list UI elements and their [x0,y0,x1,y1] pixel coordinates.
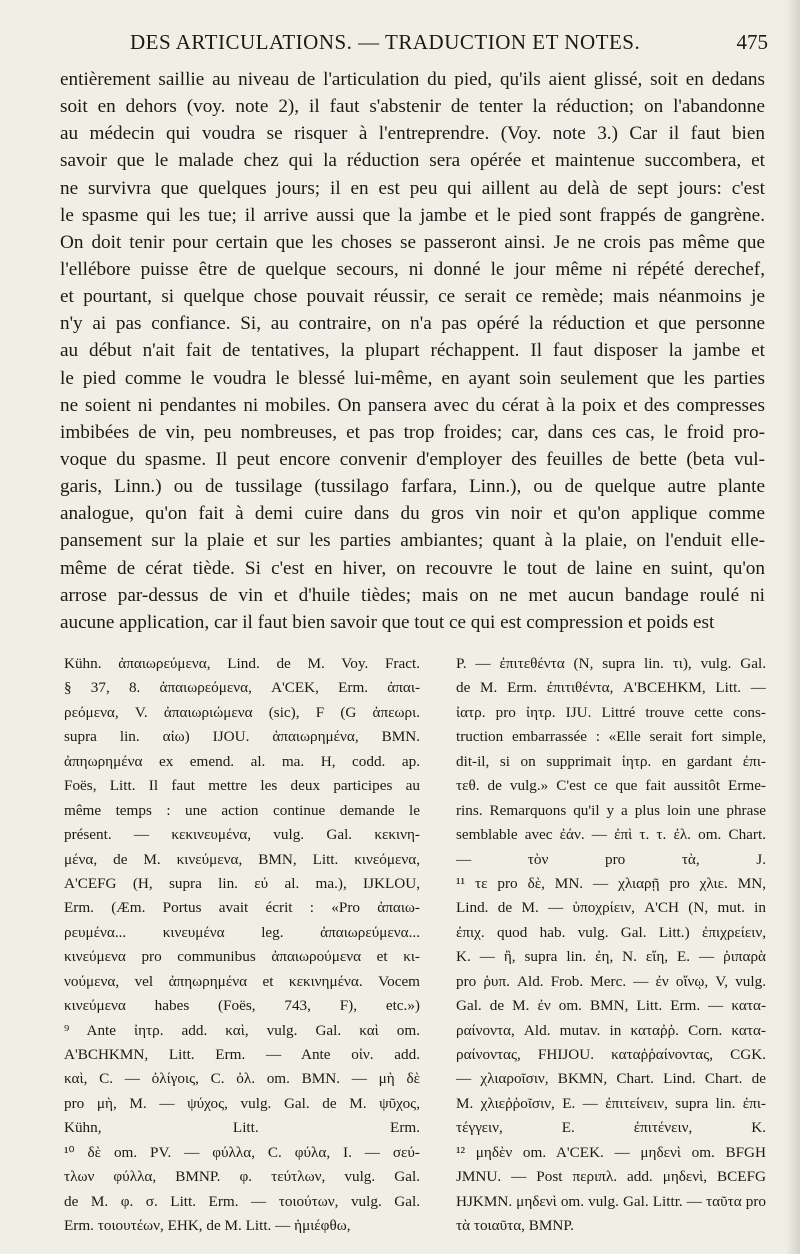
footnote-line: semblable avec ἐάν. — ἐπὶ τ. τ. ἐλ. om. Chart. [456,826,766,844]
text-line: soit en dehors (voy. note 2), il faut s'abstenir de tenter la réduction; on l'abandonne [60,96,765,118]
text-line: même de cérat tiède. Si c'est en hiver, on recouvre le tout de laine en suint, qu'on [60,557,765,579]
footnote-line: κινεύμενα pro communibus ἀπαιωρούμενα et κι- [64,948,420,966]
footnote-line: μένα, de M. κινεύμενα, BMN, Litt. κινεόμενα, [64,850,420,868]
text-line: et pourtant, si quelque chose pouvait réussir, ce serait ce remède; mais néanmoins je [60,286,765,308]
footnote-line: Lind. de M. — ὑποχρίειν, A'CH (N, mut. in [456,899,766,917]
footnote-line: τὰ τοιαῦτα, BMNP. [456,1217,574,1235]
footnote-line: de M. φ. σ. Litt. Erm. — τοιούτων, vulg. Gal. [64,1192,420,1210]
running-title: DES ARTICULATIONS. — TRADUCTION ET NOTES. [130,30,641,54]
footnote-line: pro ῥυπ. Ald. Frob. Merc. — ἐν οἴνῳ, V, vulg. [456,972,766,990]
footnote-line: τέγγειν, E. ἐπιτένειν, K. [456,1119,766,1137]
footnote-line: Kühn, Litt. Erm. [64,1119,420,1137]
footnote-line: ἐπιχ. quod hab. vulg. Gal. Litt.) ἐπιχρείειν, [456,923,766,941]
footnote-line: — χλιαροῖσιν, BKMN, Chart. Lind. Chart. de [456,1070,766,1088]
footnote-line: ραίνοντα, Ald. mutav. in καταῤῥ. Corn. κατα- [456,1021,766,1039]
text-line: analogue, qu'on fait à demi cuire dans du gros vin noir et qu'on applique comme [60,503,765,525]
footnote-line: καὶ, C. — ὀλίγοις, C. ὀλ. om. BMN. — μὴ δὲ [64,1070,420,1088]
page-edge-shadow [786,0,800,1254]
running-header [0,30,800,58]
footnote-line: ¹⁰ δὲ om. PV. — φύλλα, C. φύλα, I. — σεύ- [64,1143,420,1161]
footnote-line: supra lin. αἰω) IJOU. ἀπαιωρημένα, BMN. [64,728,420,746]
footnote-line: ρεόμενα, V. ἀπαιωριώμενα (sic), F (G ἀπεωρι. [64,703,420,721]
text-line: garis, Linn.) ou de tussilage (tussilago farfara, Linn.), ou de quelque autre plante [60,476,765,498]
footnote-line: ἀπηωρημένα ex emend. al. ma. H, codd. ap. [64,752,420,770]
text-line: le spasme qui les tue; il arrive aussi que la jambe et le pied sont frappés de gangrène. [60,204,765,226]
text-line: au médecin qui voudra se risquer à l'entreprendre. (Voy. note 3.) Car il faut bien [60,123,765,145]
footnote-line: ¹² μηδὲν om. A'CEK. — μηδενὶ om. BFGH [456,1143,766,1161]
main-text-block [60,66,765,636]
footnote-line: τλων φύλλα, BMNP. φ. τεύτλων, vulg. Gal. [64,1168,420,1186]
text-line: ne soient ni pendantes ni mobiles. On pansera avec du cérat à la poix et des compresses [60,394,765,416]
footnote-line: ¹¹ τε pro δὲ, MN. — χλιαρῇ pro χλιε. MN, [456,874,766,892]
footnote-line: dit-il, si on supprimait ἰητρ. en gardant ἐπι- [456,752,766,770]
footnote-line: même temps : une action continue demande le [64,801,420,819]
footnote-line: rins. Remarquons qu'il y a plus loin une phrase [456,801,766,819]
footnote-line: ἰατρ. pro ἰητρ. IJU. Littré trouve cette cons- [456,703,766,721]
text-line: imbibées de vin, peu nombreuses, et pas trop froides; car, dans ces cas, le froid pro- [60,421,765,443]
text-line: pansement sur la plaie et sur les parties ambiantes; quant à la plaie, on l'enduit elle- [60,530,765,552]
footnote-line: présent. — κεκινευμένα, vulg. Gal. κεκινη- [64,826,420,844]
text-line: le pied comme le voudra le blessé lui-même, en ayant soin seulement que les parties [60,367,765,389]
footnotes-right-column [456,652,766,1239]
footnote-line: τεθ. de vulg.» C'est ce que fait aussitôt Erme- [456,777,766,795]
footnotes-left-column [64,652,420,1239]
text-line: l'ellébore puisse être de quelque secours, ni donné le jour même ni répété derechef, [60,258,765,280]
footnote-line: de M. Erm. ἐπιτιθέντα, A'BCEHKM, Litt. — [456,679,766,697]
footnote-line: M. χλιεῤῥοῖσιν, E. — ἐπιτείνειν, supra lin. ἐπι- [456,1094,766,1112]
text-line: entièrement saillie au niveau de l'articulation du pied, qu'ils aient glissé, soit en dedans [60,69,765,90]
footnote-line: ⁹ Ante ἰητρ. add. καὶ, vulg. Gal. καὶ om. [64,1021,420,1039]
footnote-line: Kühn. ἀπαιωρεύμενα, Lind. de M. Voy. Fract. [64,655,420,672]
text-line: ne survivra que quelques jours; il en est peu qui aillent au delà de sept jours: c'est [60,177,765,199]
footnote-line: A'CEFG (H, supra lin. εύ al. ma.), IJKLOU, [64,874,420,892]
footnote-line: truction embarrassée : «Elle serait fort simple, [456,728,766,746]
footnote-line: § 37, 8. ἀπαιωρεόμενα, A'CEK, Erm. ἀπαι- [64,679,420,697]
footnote-line: P. — ἐπιτεθέντα (N, supra lin. τι), vulg. Gal. [456,655,766,672]
page-number: 475 [736,30,768,54]
footnote-line: κινεύμενα habes (Foës, 743, F), etc.») [64,997,420,1015]
footnote-line: — τὸν pro τὰ, J. [456,850,766,868]
footnote-line: JMNU. — Post περιπλ. add. μηδενὶ, BCEFG [456,1168,766,1186]
footnote-line: Erm. (Æm. Portus avait écrit : «Pro ἀπαιω- [64,899,420,917]
footnote-line: Gal. de M. ἐν om. BMN, Litt. Erm. — κατα- [456,997,766,1015]
text-line: aucune application, car il faut bien savoir que tout ce qui est compression et poids est [60,611,715,633]
footnote-line: Erm. τοιουτέων, EHK, de M. Litt. — ἡμιέφθω, [64,1217,351,1235]
text-line: n'y ai pas confiance. Si, au contraire, on n'a pas opéré la réduction et que personne [60,313,765,335]
text-line: arrose par-dessus de vin et d'huile tièdes; mais on ne met aucun bandage roulé ni [60,584,765,606]
text-line: savoir que le malade chez qui la réduction sera opérée et maintenue succombera, et [60,150,765,172]
footnote-line: ραίνοντας, FHIJOU. καταῤῥαίνοντας, CGK. [456,1046,766,1063]
text-line: voque du spasme. Il peut encore convenir d'employer des feuilles de bette (beta vul- [60,448,765,470]
footnote-line: ρευμένα... κινευμένα leg. ἀπαιωρεύμενα... [64,923,420,941]
footnote-line: K. — ἢ, supra lin. ἐη, N. εἴη, E. — ῥιπαρὰ [456,948,766,966]
text-line: On doit tenir pour certain que les choses se passeront ainsi. Je ne crois pas même que [60,231,765,253]
text-line: au début n'ait fait de tentatives, la plupart réchappent. Il faut disposer la jambe et [60,340,765,362]
footnote-line: νούμενα, vel ἀπηωρημένα et κεκινημένα. Vocem [64,972,420,990]
footnote-line: HJKMN. μηδενὶ om. vulg. Gal. Littr. — ταῦτα pro [456,1192,766,1210]
footnote-line: Foës, Litt. Il faut mettre les deux participes au [64,777,420,795]
footnote-line: pro μὴ, M. — ψύχος, vulg. Gal. de M. ψῦχος, [64,1094,420,1112]
footnote-line: A'BCHKMN, Litt. Erm. — Ante οἰν. add. [64,1046,420,1063]
